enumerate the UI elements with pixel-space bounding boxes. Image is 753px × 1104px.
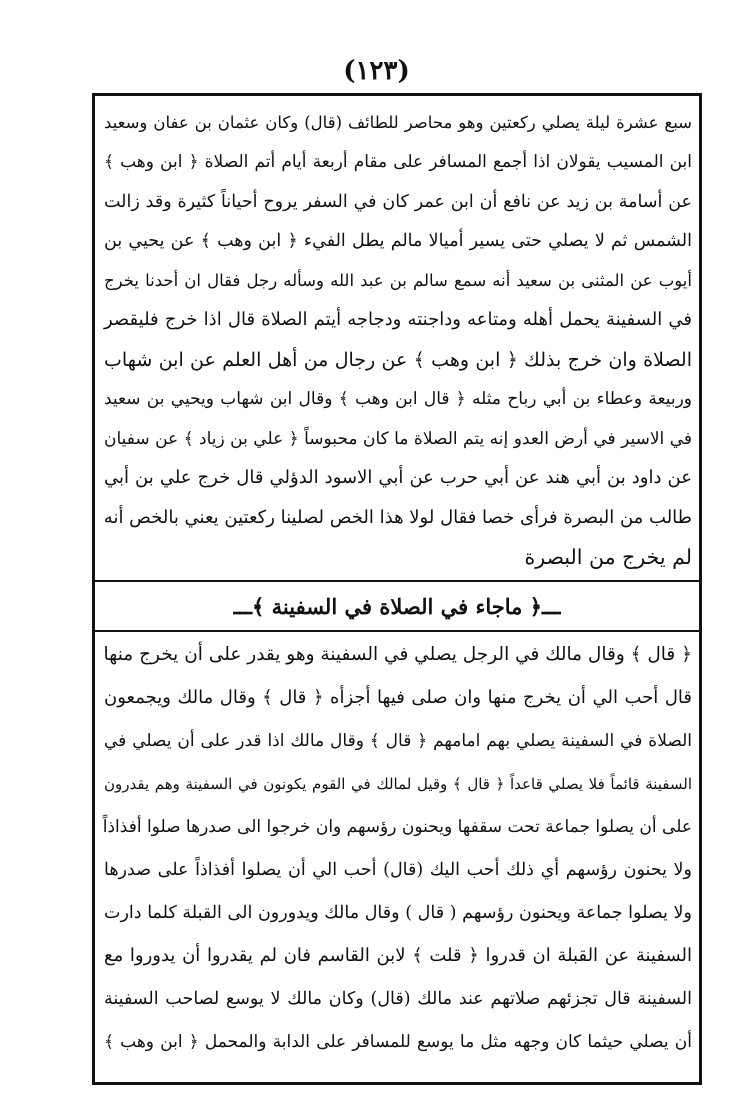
text-line: السفينة قائماً فلا يصلي قاعداً ﴿ قال ﴾ وقيل لمالك في القوم يكونون في السفينة وهم يقدرون [104,775,692,793]
text-line: لم يخرج من البصرة [524,545,692,569]
text-line: الشمس ثم لا يصلي حتى يسير أميالا مالم يطل الفيء ﴿ ابن وهب ﴾ عن يحيي بن [104,231,692,251]
text-line: السفينة قال تجزئهم صلاتهم عند مالك (قال) وكان مالك لا يوسع لصاحب السفينة [104,989,692,1009]
text-line: سبع عشرة ليلة يصلي ركعتين وهو محاصر للطائف (قال) وكان عثمان بن عفان وسعيد [104,113,692,132]
text-line: ﴿ قال ﴾ وقال مالك في الرجل يصلي في السفينة وهو يقدر على أن يخرج منها [103,644,692,665]
text-line: السفينة عن القبلة ان قدروا ﴿ قلت ﴾ لابن القاسم فان لم يقدروا أن يدوروا مع [104,945,692,966]
text-line: ولا يصلوا جماعة ويحنون رؤسهم ( قال ) وقال مالك ويدورون الى القبلة كلما دارت [104,903,692,923]
divider-top [95,580,699,582]
text-line: عن داود بن أبي هند عن أبي حرب عن أبي الاسود الدؤلي قال خرج علي بن أبي [104,467,692,488]
text-line: أن يصلي حيثما كان وجهه مثل ما يوسع للمسافر على الدابة والمحمل ﴿ ابن وهب ﴾ [104,1032,692,1052]
text-line: قال أحب الي أن يخرج منها وان صلى فيها أجزأه ﴿ قال ﴾ وقال مالك ويجمعون [104,687,692,708]
text-line: ولا يحنون رؤسهم أي ذلك أحب اليك (قال) أحب الي أن يصلوا أفذاذاً على صدرها [104,860,692,880]
text-line: على أن يصلوا جماعة تحت سقفها ويحنون رؤسهم وان خرجوا الى صدرها صلوا أفذاذاً [102,817,692,837]
text-line: عن أسامة بن زيد عن نافع أن ابن عمر كان في السفر يروح أحياناً كثيرة وقد زالت [104,192,692,212]
section-title: ـــ﴿ ماجاء في الصلاة في السفينة ﴾ـــ [233,594,561,619]
text-line: الصلاة وان خرج بذلك ﴿ ابن وهب ﴾ عن رجال من أهل العلم عن ابن شهاب [104,349,692,371]
text-line: طالب من البصرة فرأى خصا فقال لولا هذا الخص لصلينا ركعتين يعني بالخص أنه [103,507,692,528]
text-line: الصلاة في السفينة يصلي بهم امامهم ﴿ قال ﴾ وقال مالك اذا قدر على أن يصلي في [104,731,692,751]
page-number: (١٢٣) [343,56,410,86]
text-line: في الاسير في أرض العدو إنه يتم الصلاة ما كان محبوساً ﴿ علي بن زياد ﴾ عن سفيان [104,429,692,449]
text-line: في السفينة يحمل أهله ومتاعه وداجنته ودجاجه أيتم الصلاة قال اذا خرج فليقصر [104,309,692,330]
text-line: أيوب عن المثنى بن سعيد أنه سمع سالم بن عبد الله وسأله رجل فقال ان أحدنا يخرج [104,271,692,290]
divider-bottom [95,630,699,632]
text-line: ابن المسيب يقولان اذا أجمع المسافر على مقام أربعة أيام أتم الصلاة ﴿ ابن وهب ﴾ [104,152,692,172]
text-line: وربيعة وعطاء بن أبي رباح مثله ﴿ قال ابن وهب ﴾ وقال ابن شهاب ويحيي بن سعيد [104,389,692,409]
